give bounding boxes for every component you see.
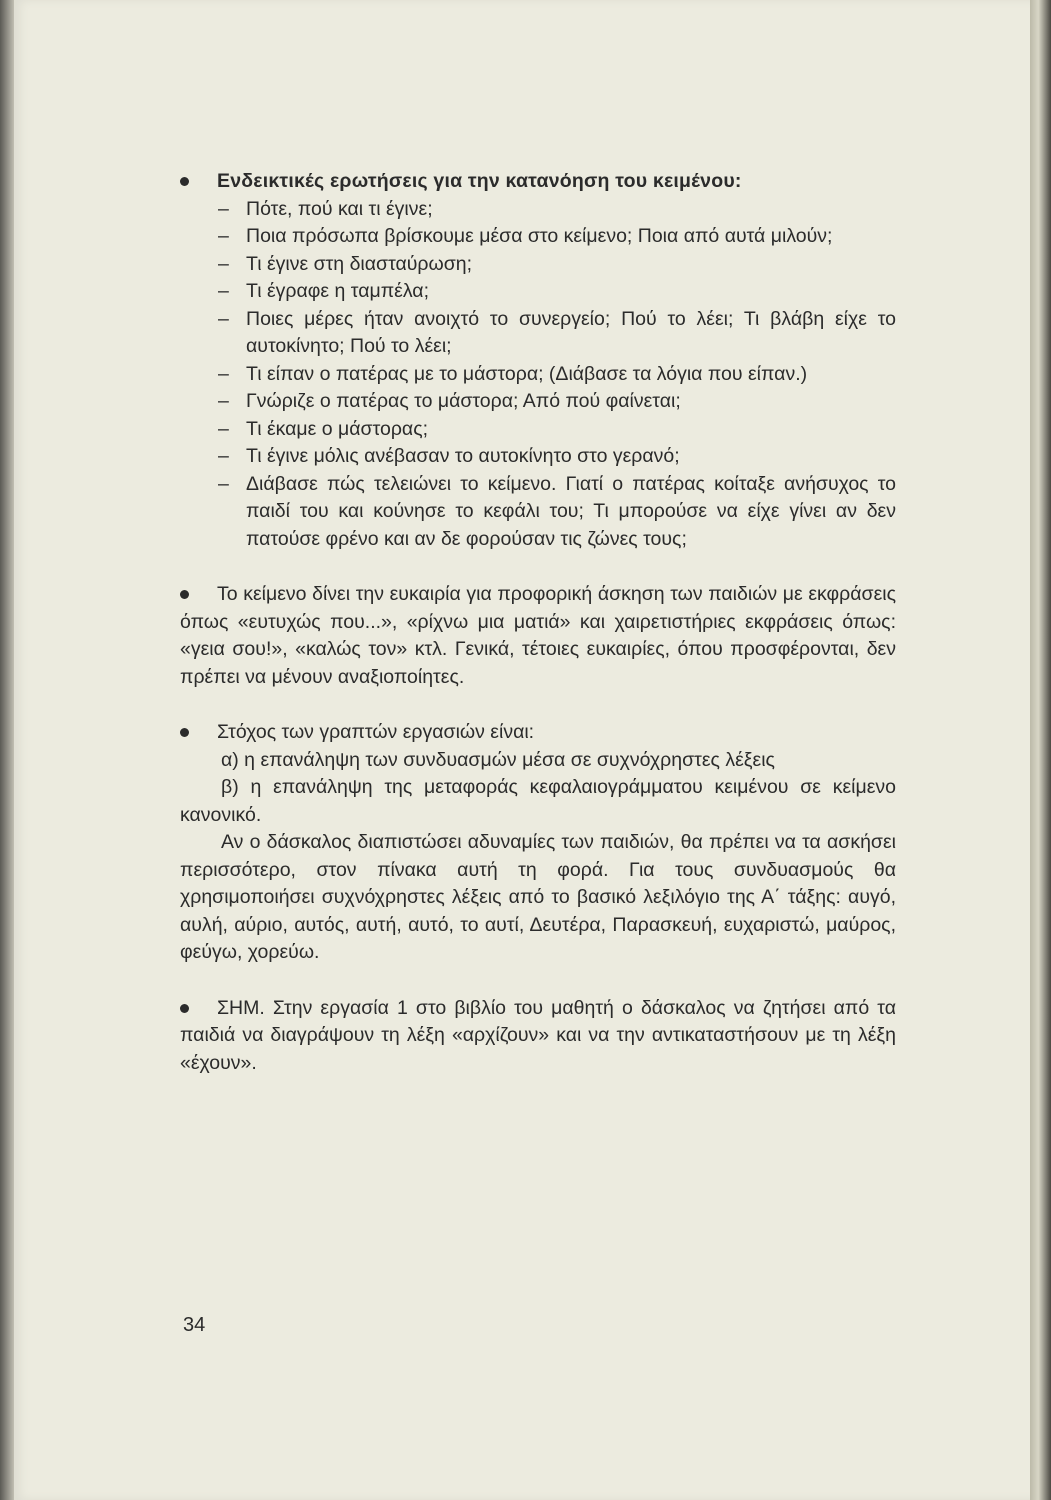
question-text: Τι είπαν ο πατέρας με το μάστορα; (Διάβασε τα λόγια που είπαν.): [246, 362, 808, 385]
bullet-icon: [180, 177, 189, 186]
question-text: Πότε, πού και τι έγινε;: [246, 197, 433, 220]
list-item: [180, 251, 896, 279]
dash-marker: –: [218, 445, 229, 467]
dash-marker: –: [218, 307, 229, 330]
dash-marker: –: [218, 472, 229, 495]
list-item: [180, 306, 896, 361]
question-text: Ποια πρόσωπα βρίσκουμε μέσα στο κείμενο; Ποια από αυτά μιλούν;: [246, 225, 833, 247]
list-item: [180, 443, 896, 471]
page-edge-shadow: [1030, 0, 1051, 1500]
dash-marker: –: [218, 390, 229, 412]
bullet-icon: [180, 1004, 189, 1013]
note-section: [180, 995, 896, 1078]
questions-list: [180, 196, 896, 554]
question-text: Γνώριζε ο πατέρας το μάστορα; Από πού φαίνεται;: [246, 390, 681, 412]
dash-marker: –: [218, 417, 229, 440]
list-item: [180, 416, 896, 444]
list-item: [180, 388, 896, 416]
dash-marker: –: [218, 252, 229, 275]
question-text: Τι έγινε μόλις ανέβασαν το αυτοκίνητο στο γερανό;: [246, 445, 680, 467]
question-text: Τι έκαμε ο μάστορας;: [246, 417, 429, 440]
dash-marker: –: [218, 197, 229, 220]
question-text: Διάβασε πώς τελειώνει το κείμενο. Γιατί ο πατέρας κοίταξε ανήσυχος το παιδί του και κούνησε το κεφάλι του; Τι μπορούσε να είχε γίνει αν δεν πατούσε φρένο και αν δε φορούσαν τις ζώνες τους;: [246, 472, 896, 550]
question-text: Ποιες μέρες ήταν ανοιχτό το συνεργείο; Πού το λέει; Τι βλάβη είχε το αυτοκίνητο; Πού το λέει;: [246, 307, 896, 357]
dash-marker: –: [218, 280, 229, 302]
dash-marker: –: [218, 362, 229, 385]
questions-heading: Ενδεικτικές ερωτήσεις για την κατανόηση του κειμένου:: [217, 170, 742, 192]
question-text: Τι έγραφε η ταμπέλα;: [246, 280, 429, 302]
dash-marker: –: [218, 225, 229, 247]
list-item: [180, 278, 896, 306]
bullet-icon: [180, 590, 189, 599]
questions-section: [180, 168, 896, 553]
page-number: 34: [183, 1314, 206, 1336]
written-work-section: [180, 719, 896, 967]
list-item: [180, 471, 896, 554]
note-text: ΣΗΜ. Στην εργασία 1 στο βιβλίο του μαθητή ο δάσκαλος να ζητήσει από τα παιδιά να διαγράψουν τη λέξη «αρχίζουν» και να την αντικαταστήσουν με τη λέξη «έχουν».: [180, 996, 896, 1074]
written-work-item-b: β) η επανάληψη της μεταφοράς κεφαλαιογράμματου κειμένου σε κείμενο κανονικό.: [180, 776, 896, 826]
page-content: [180, 168, 896, 1077]
question-text: Τι έγινε στη διασταύρωση;: [246, 252, 473, 275]
list-item: [180, 196, 896, 224]
written-work-item-a: α) η επανάληψη των συνδυασμών μέσα σε συχνόχρηστες λέξεις: [221, 748, 775, 771]
oral-practice-text: Το κείμενο δίνει την ευκαιρία για προφορική άσκηση των παιδιών με εκφράσεις όπως «ευτυχώς που...», «ρίχνω μια ματιά» και χαιρετιστήριες εκφράσεις όπως: «γεια σου!», «καλώς τον» κτλ. Γενικά, τέτοιες ευκαιρίες, όπου προσφέρονται, δεν πρέπει να μένουν αναξιοποίητες.: [180, 583, 896, 688]
written-work-body: Αν ο δάσκαλος διαπιστώσει αδυναμίες των παιδιών, θα πρέπει να τα ασκήσει περισσότερο, στον πίνακα αυτή τη φορά. Για τους συνδυασμούς θα χρησιμοποιήσει συχνόχρηστες λέξεις από το βασικό λεξιλόγιο της Α΄ τάξης: αυγό, αυλή, αύριο, αυτός, αυτή, αυτό, το αυτί, Δευτέρα, Παρασκευή, ευχαριστώ, μαύρος, φεύγω, χορεύω.: [180, 831, 896, 963]
list-item: [180, 223, 896, 251]
oral-practice-section: [180, 581, 896, 691]
list-item: [180, 361, 896, 389]
bullet-icon: [180, 728, 189, 737]
written-work-intro: Στόχος των γραπτών εργασιών είναι:: [217, 721, 535, 743]
